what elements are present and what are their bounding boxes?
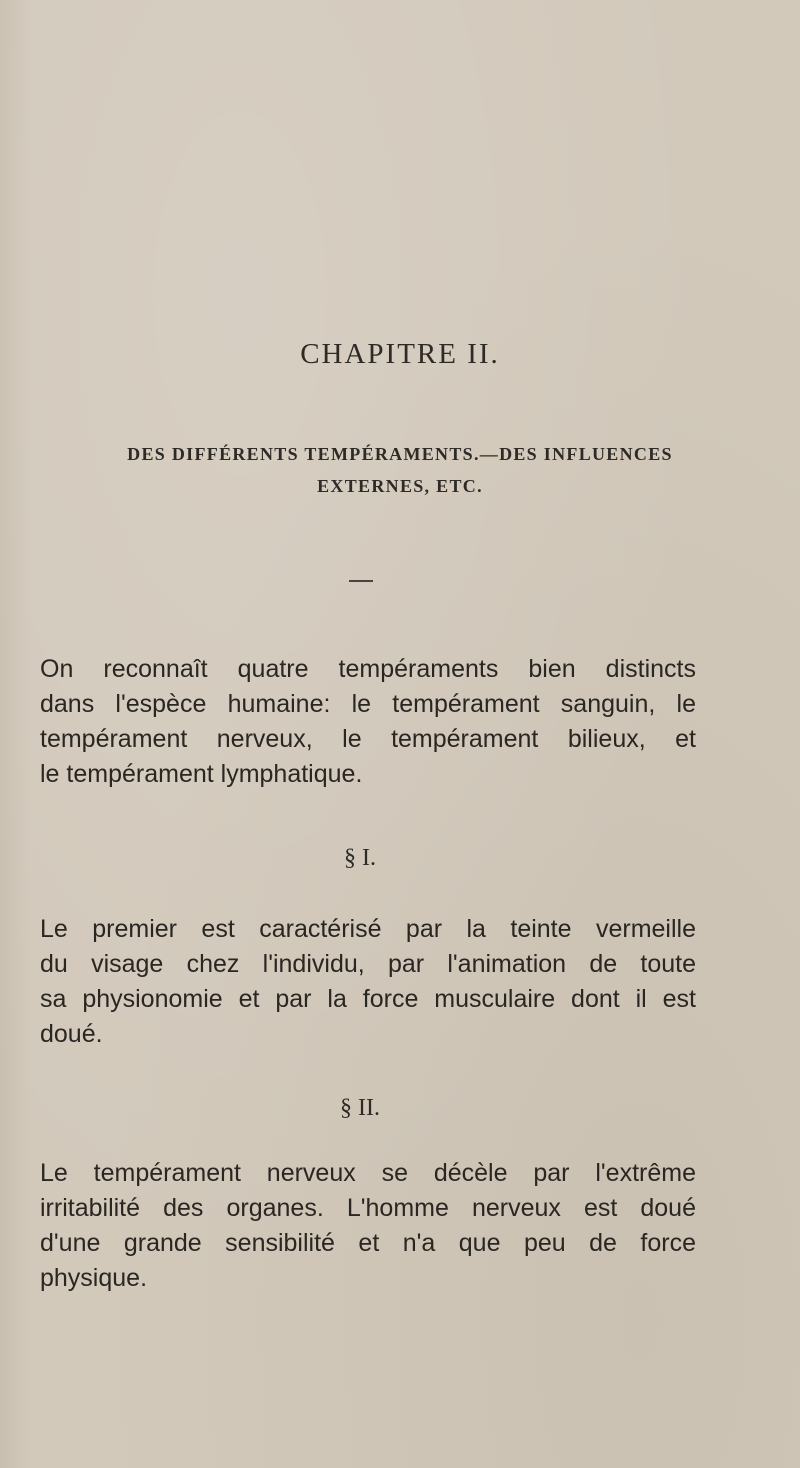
paragraph-line: dans l'espèce humaine: le tempérament sanguin, le [40,690,696,718]
paragraph-nervous [40,1156,696,1296]
paragraph-line: doué. [40,1020,103,1048]
paragraph-line: Le premier est caractérisé par la teinte vermeille [40,915,696,943]
paragraph-line: d'une grande sensibilité et n'a que peu de force [40,1229,696,1257]
paragraph-intro [40,652,696,792]
paragraph-line: Le tempérament nerveux se décèle par l'extrême [40,1159,696,1187]
paragraph-line: On reconnaît quatre tempéraments bien distincts [40,655,696,683]
section-heading-1: § I. [344,845,376,871]
paragraph-sanguine [40,912,696,1052]
chapter-subtitle-line-1: DES DIFFÉRENTS TEMPÉRAMENTS.—DES INFLUENCES [127,444,673,464]
paragraph-line: irritabilité des organes. L'homme nerveux est doué [40,1194,696,1222]
paragraph-line: physique. [40,1264,148,1292]
section-heading-2: § II. [340,1095,380,1121]
paragraph-line: le tempérament lymphatique. [40,760,363,788]
separator-rule [349,580,373,582]
chapter-subtitle-line-2: EXTERNES, ETC. [317,476,483,496]
paragraph-line: sa physionomie et par la force musculaire dont il est [40,985,696,1013]
chapter-subtitle [30,438,770,502]
paragraph-line: du visage chez l'individu, par l'animation de toute [40,950,696,978]
paragraph-line: tempérament nerveux, le tempérament bilieux, et [40,725,696,753]
chapter-title: CHAPITRE II. [300,338,500,370]
